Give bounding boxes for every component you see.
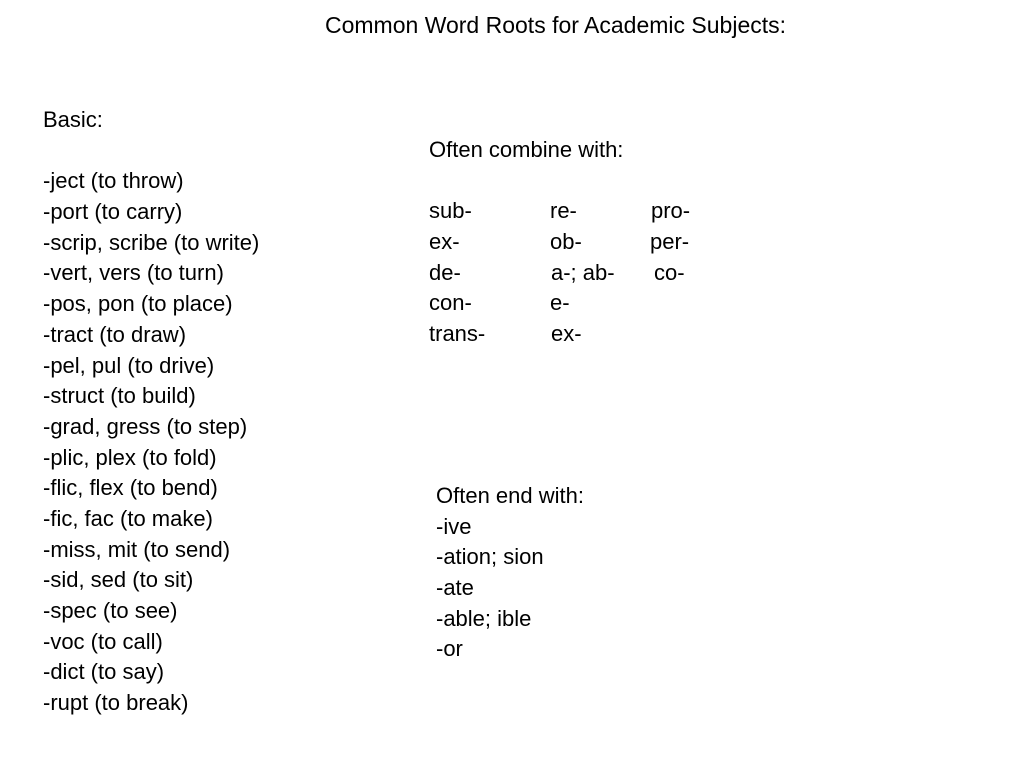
prefix-row xyxy=(429,288,623,319)
prefix-item: ob- xyxy=(550,229,582,255)
root-item: -flic, flex (to bend) xyxy=(43,475,218,501)
root-item: -scrip, scribe (to write) xyxy=(43,229,260,255)
prefix-item: con- xyxy=(429,290,472,316)
suffix-item: -able; ible xyxy=(436,605,532,631)
prefix-item: co- xyxy=(654,259,685,285)
root-item: -vert, vers (to turn) xyxy=(43,260,224,286)
prefix-row xyxy=(429,258,685,289)
suffix-item: -ive xyxy=(436,513,472,539)
root-item: -plic, plex (to fold) xyxy=(43,444,217,470)
prefix-item: ex- xyxy=(429,229,460,255)
root-item: -struct (to build) xyxy=(43,383,196,409)
prefix-item: pro- xyxy=(651,198,691,224)
prefix-item: e- xyxy=(550,290,570,316)
prefix-row xyxy=(429,196,691,227)
root-item: -voc (to call) xyxy=(43,628,163,654)
prefix-row xyxy=(429,319,623,350)
prefix-item: a-; ab- xyxy=(551,259,615,285)
root-item: -sid, sed (to sit) xyxy=(43,567,194,593)
endings-heading: Often end with: xyxy=(436,483,584,508)
root-item: -miss, mit (to send) xyxy=(43,536,231,562)
root-item: -pos, pon (to place) xyxy=(43,291,233,317)
suffix-item: -ation; sion xyxy=(436,544,544,570)
page-title: Common Word Roots for Academic Subjects: xyxy=(325,12,787,38)
spacer xyxy=(43,136,259,167)
root-item: -ject (to throw) xyxy=(43,168,184,194)
root-item: -spec (to see) xyxy=(43,598,178,623)
suffix-item: -ate xyxy=(436,575,474,601)
combine-heading: Often combine with: xyxy=(429,137,624,162)
prefix-row xyxy=(429,227,690,258)
root-item: -fic, fac (to make) xyxy=(43,505,213,531)
prefix-section xyxy=(429,135,691,350)
prefix-item: re- xyxy=(550,198,577,224)
root-item: -grad, gress (to step) xyxy=(43,413,248,439)
basic-heading: Basic: xyxy=(43,107,103,132)
root-item: -port (to carry) xyxy=(43,199,183,225)
spacer xyxy=(429,166,623,197)
prefix-item: de- xyxy=(429,259,461,285)
prefix-item: trans- xyxy=(429,321,486,347)
root-item: -dict (to say) xyxy=(43,659,165,685)
root-item: -rupt (to break) xyxy=(43,690,189,716)
prefix-item: ex- xyxy=(551,321,582,347)
suffix-section xyxy=(436,481,584,665)
root-item: -tract (to draw) xyxy=(43,321,187,347)
prefix-item: per- xyxy=(650,229,690,255)
root-item: -pel, pul (to drive) xyxy=(43,352,215,378)
suffix-item: -or xyxy=(436,636,463,662)
basic-roots-section xyxy=(43,105,259,719)
prefix-item: sub- xyxy=(429,198,472,224)
